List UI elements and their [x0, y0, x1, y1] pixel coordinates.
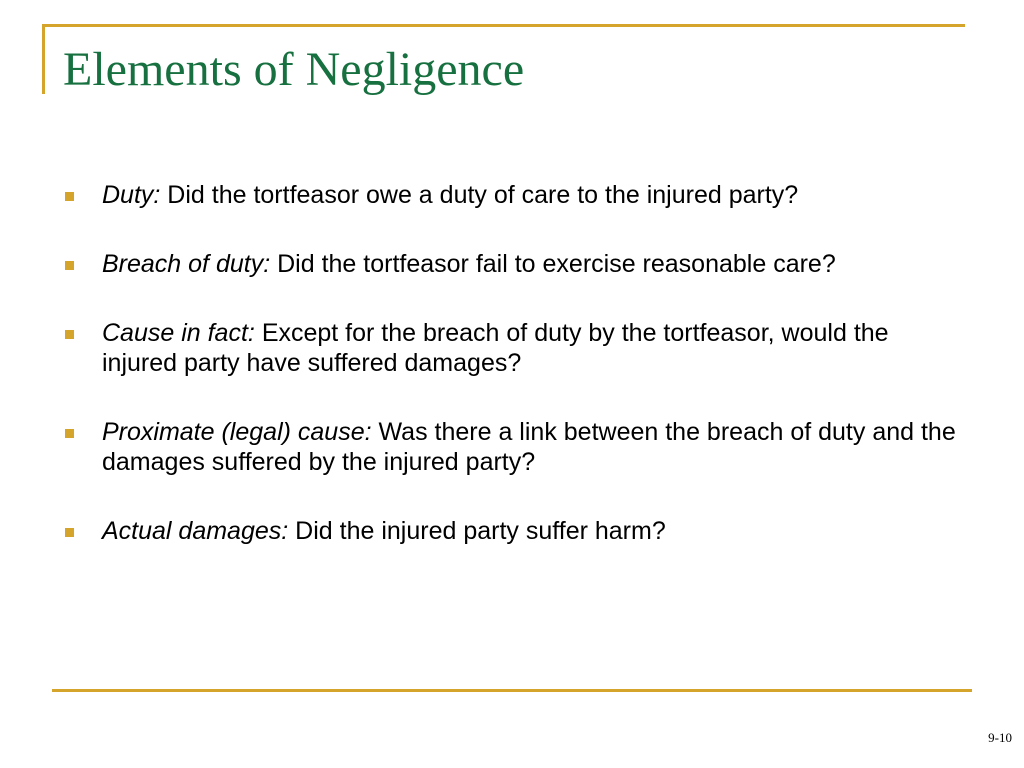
square-bullet-icon — [65, 528, 74, 537]
bullet-list — [62, 180, 962, 585]
slide-title: Elements of Negligence — [63, 43, 525, 96]
page-number: 9-10 — [988, 730, 1012, 745]
bullet-item-breach-of-duty — [62, 249, 962, 279]
bullet-text: Except for the breach of duty by the tortfeasor, would the injured party have suffered damages? — [102, 319, 889, 377]
square-bullet-icon — [65, 261, 74, 270]
bullet-term: Cause in fact: — [102, 319, 262, 347]
square-bullet-icon — [65, 192, 74, 201]
bullet-item-actual-damages — [62, 516, 962, 546]
bullet-item-cause-in-fact — [62, 318, 962, 378]
bullet-term: Duty: — [102, 181, 168, 209]
title-frame-left-line — [42, 24, 45, 94]
bullet-item-duty — [62, 180, 962, 210]
bullet-item-proximate-cause — [62, 417, 962, 477]
footer-divider-line — [52, 689, 972, 692]
bullet-term: Actual damages: — [102, 517, 296, 545]
bullet-term: Proximate (legal) cause: — [102, 418, 379, 446]
bullet-text: Did the tortfeasor owe a duty of care to the injured party? — [167, 181, 799, 209]
square-bullet-icon — [65, 330, 74, 339]
bullet-term: Breach of duty: — [102, 250, 278, 278]
bullet-text: Did the injured party suffer harm? — [295, 517, 666, 545]
bullet-text: Was there a link between the breach of duty and the damages suffered by the injured party? — [102, 418, 956, 476]
bullet-text: Did the tortfeasor fail to exercise reasonable care? — [277, 250, 836, 278]
title-frame-top-line — [42, 24, 965, 27]
square-bullet-icon — [65, 429, 74, 438]
